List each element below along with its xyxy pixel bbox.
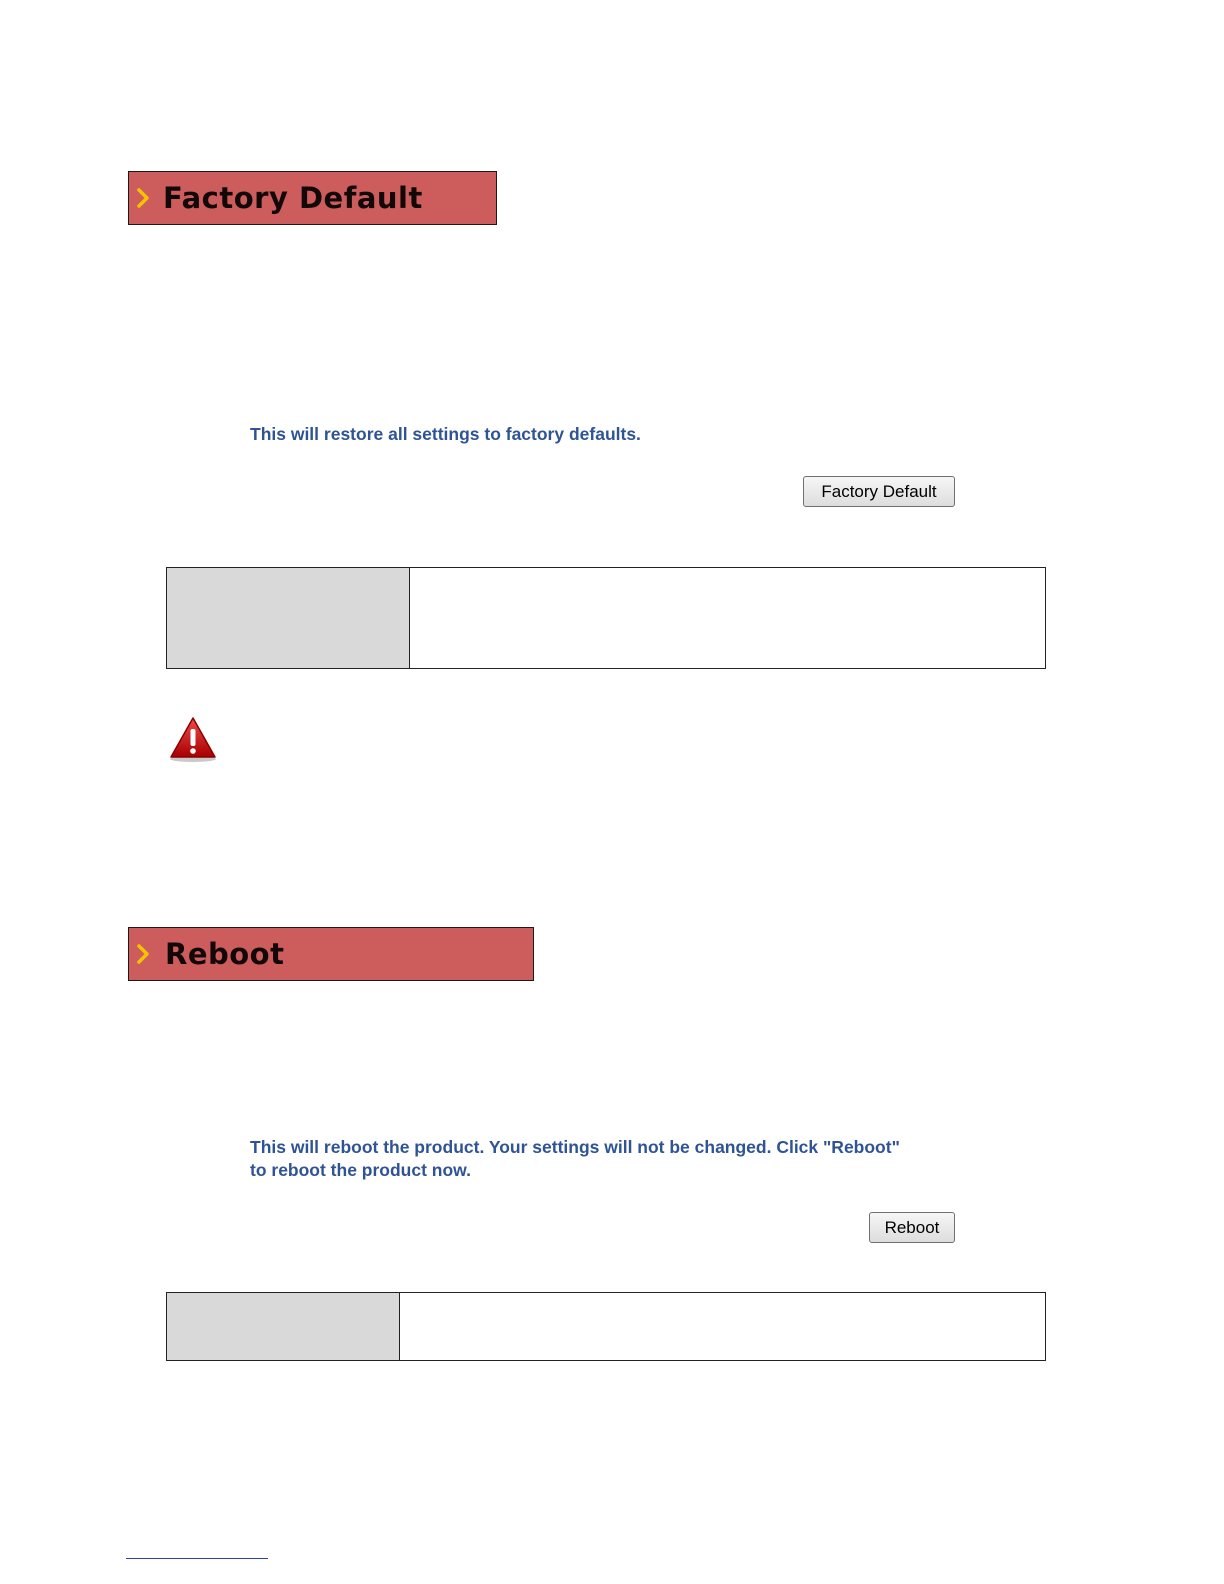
warning-triangle-icon bbox=[168, 715, 218, 763]
footnote-separator bbox=[126, 1558, 268, 1559]
factory-default-info-table bbox=[166, 567, 1046, 669]
table-label-cell bbox=[167, 568, 410, 669]
factory-default-header bbox=[128, 171, 497, 225]
table-label-cell bbox=[167, 1293, 400, 1361]
reboot-description-line-1: This will reboot the product. Your settings will not be changed. Click "Reboot" bbox=[250, 1137, 900, 1157]
reboot-description bbox=[250, 1136, 900, 1182]
chevron-right-icon bbox=[137, 183, 159, 213]
chevron-right-icon bbox=[137, 939, 159, 969]
reboot-button[interactable]: Reboot bbox=[869, 1212, 955, 1243]
table-value-cell bbox=[410, 568, 1046, 669]
table-value-cell bbox=[400, 1293, 1046, 1361]
reboot-info-table bbox=[166, 1292, 1046, 1361]
reboot-title: Reboot bbox=[165, 937, 285, 971]
factory-default-title: Factory Default bbox=[163, 181, 423, 215]
reboot-description-line-2: to reboot the product now. bbox=[250, 1160, 471, 1180]
reboot-header bbox=[128, 927, 534, 981]
factory-default-description: This will restore all settings to factory defaults. bbox=[250, 424, 641, 444]
factory-default-button[interactable]: Factory Default bbox=[803, 476, 955, 507]
